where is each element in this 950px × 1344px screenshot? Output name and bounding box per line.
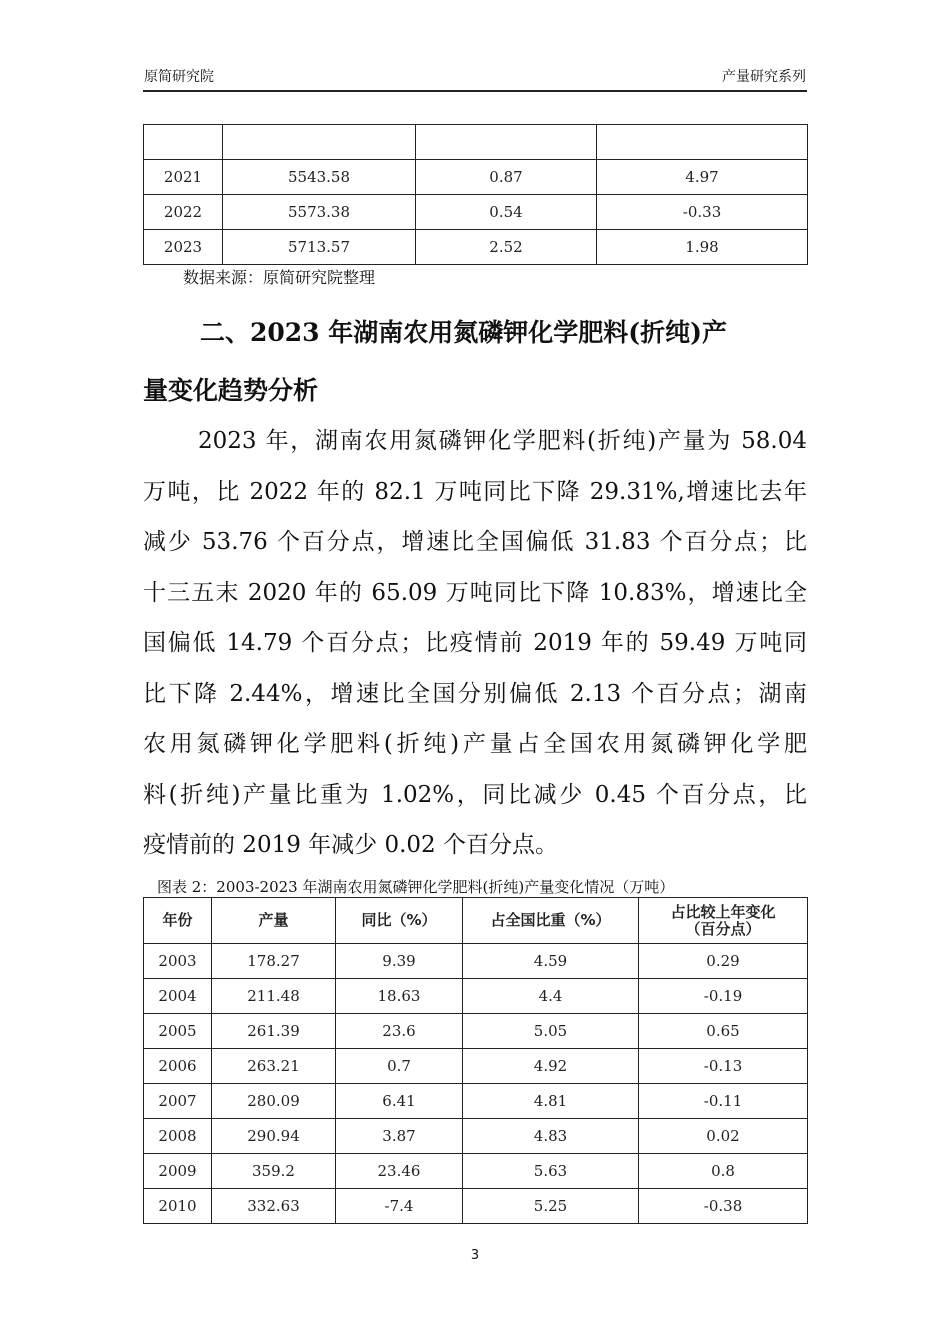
table-cell: 4.81 xyxy=(463,1084,639,1119)
table-cell: 263.21 xyxy=(212,1049,336,1084)
table-row xyxy=(144,195,808,230)
table-cell: -7.4 xyxy=(336,1189,463,1224)
table-cell: 2003 xyxy=(144,944,212,979)
table-cell: 2022 xyxy=(144,195,223,230)
table-cell: 2010 xyxy=(144,1189,212,1224)
table-cell: -0.13 xyxy=(639,1049,808,1084)
table-row xyxy=(144,125,808,160)
paragraph-line: 农用氮磷钾化学肥料(折纯)产量占全国农用氮磷钾化学肥 xyxy=(143,731,807,757)
table-cell: 0.54 xyxy=(416,195,597,230)
body-paragraph xyxy=(143,419,807,874)
table-cell: 18.63 xyxy=(336,979,463,1014)
table-cell: 2006 xyxy=(144,1049,212,1084)
table-cell: 4.59 xyxy=(463,944,639,979)
table-cell: 2004 xyxy=(144,979,212,1014)
data-source-note: 数据来源：原简研究院整理 xyxy=(183,268,376,287)
table-cell: 6.41 xyxy=(336,1084,463,1119)
table-row xyxy=(144,1119,808,1154)
table-cell: 2005 xyxy=(144,1014,212,1049)
paragraph-line: 减少 53.76 个百分点，增速比全国偏低 31.83 个百分点；比 xyxy=(143,529,807,555)
table-row xyxy=(144,1049,808,1084)
table-row xyxy=(144,160,808,195)
table-cell: 5573.38 xyxy=(223,195,416,230)
table-cell: 2007 xyxy=(144,1084,212,1119)
table-cell xyxy=(223,125,416,160)
paragraph-line: 万吨，比 2022 年的 82.1 万吨同比下降 29.31%,增速比去年 xyxy=(143,478,807,505)
table-cell: 2023 xyxy=(144,230,223,265)
page-header xyxy=(143,62,807,92)
table-cell: 5.63 xyxy=(463,1154,639,1189)
table-cell: 5.05 xyxy=(463,1014,639,1049)
table-cell: 5713.57 xyxy=(223,230,416,265)
table-continued xyxy=(143,124,808,265)
header-series: 产量研究系列 xyxy=(722,69,806,85)
table-cell: 280.09 xyxy=(212,1084,336,1119)
header-organization: 原简研究院 xyxy=(144,69,214,85)
table-cell: 0.29 xyxy=(639,944,808,979)
table-cell: 0.8 xyxy=(639,1154,808,1189)
table-row xyxy=(144,1014,808,1049)
table-cell: -0.33 xyxy=(597,195,808,230)
table-cell: 2.52 xyxy=(416,230,597,265)
paragraph-line: 料(折纯)产量比重为 1.02%，同比减少 0.45 个百分点，比 xyxy=(143,781,807,808)
table-cell xyxy=(416,125,597,160)
table-cell: 0.02 xyxy=(639,1119,808,1154)
column-header-output: 产量 xyxy=(212,898,336,944)
column-header-share-change xyxy=(639,898,808,944)
table-header-row xyxy=(144,898,808,944)
section-heading-line-1: 二、2023 年湖南农用氮磷钾化学肥料(折纯)产 xyxy=(200,318,727,347)
table-cell: 261.39 xyxy=(212,1014,336,1049)
production-table xyxy=(143,897,808,1224)
table-cell: 4.92 xyxy=(463,1049,639,1084)
table-cell: 4.97 xyxy=(597,160,808,195)
table-cell: 2008 xyxy=(144,1119,212,1154)
table-row xyxy=(144,944,808,979)
table-cell: 2021 xyxy=(144,160,223,195)
column-header-yoy: 同比（%） xyxy=(336,898,463,944)
paragraph-line: 国偏低 14.79 个百分点；比疫情前 2019 年的 59.49 万吨同 xyxy=(143,630,807,656)
column-header-national-share: 占全国比重（%） xyxy=(463,898,639,944)
table-cell: 9.39 xyxy=(336,944,463,979)
paragraph-line: 疫情前的 2019 年减少 0.02 个百分点。 xyxy=(143,832,558,858)
table-cell: -0.38 xyxy=(639,1189,808,1224)
table-cell: 5543.58 xyxy=(223,160,416,195)
table-cell: 178.27 xyxy=(212,944,336,979)
paragraph-line: 十三五末 2020 年的 65.09 万吨同比下降 10.83%，增速比全 xyxy=(143,579,807,606)
table-row xyxy=(144,979,808,1014)
table-cell xyxy=(144,125,223,160)
section-heading xyxy=(143,304,807,420)
table-cell xyxy=(597,125,808,160)
table-cell: 23.46 xyxy=(336,1154,463,1189)
table-cell: 1.98 xyxy=(597,230,808,265)
table-cell: 2009 xyxy=(144,1154,212,1189)
paragraph-line: 2023 年，湖南农用氮磷钾化学肥料(折纯)产量为 58.04 xyxy=(198,428,807,454)
table-cell: -0.11 xyxy=(639,1084,808,1119)
column-header-share-change-line-2: （百分点） xyxy=(685,919,761,938)
table-caption: 图表 2：2003-2023 年湖南农用氮磷钾化学肥料(折纯)产量变化情况（万吨） xyxy=(157,878,675,896)
table-cell: 4.83 xyxy=(463,1119,639,1154)
paragraph-line: 比下降 2.44%，增速比全国分别偏低 2.13 个百分点；湖南 xyxy=(143,680,807,707)
table-cell: -0.19 xyxy=(639,979,808,1014)
section-heading-line-2: 量变化趋势分析 xyxy=(143,376,319,405)
table-cell: 211.48 xyxy=(212,979,336,1014)
table-cell: 23.6 xyxy=(336,1014,463,1049)
table-cell: 0.65 xyxy=(639,1014,808,1049)
table-cell: 0.87 xyxy=(416,160,597,195)
page-number: 3 xyxy=(470,1248,480,1263)
column-header-share-change-line-1: 占比较上年变化 xyxy=(670,902,776,921)
table-cell: 4.4 xyxy=(463,979,639,1014)
table-cell: 0.7 xyxy=(336,1049,463,1084)
table-cell: 290.94 xyxy=(212,1119,336,1154)
table-row xyxy=(144,1154,808,1189)
table-row xyxy=(144,230,808,265)
column-header-year: 年份 xyxy=(144,898,212,944)
table-cell: 332.63 xyxy=(212,1189,336,1224)
table-row xyxy=(144,1189,808,1224)
table-cell: 5.25 xyxy=(463,1189,639,1224)
table-row xyxy=(144,1084,808,1119)
table-cell: 359.2 xyxy=(212,1154,336,1189)
table-cell: 3.87 xyxy=(336,1119,463,1154)
